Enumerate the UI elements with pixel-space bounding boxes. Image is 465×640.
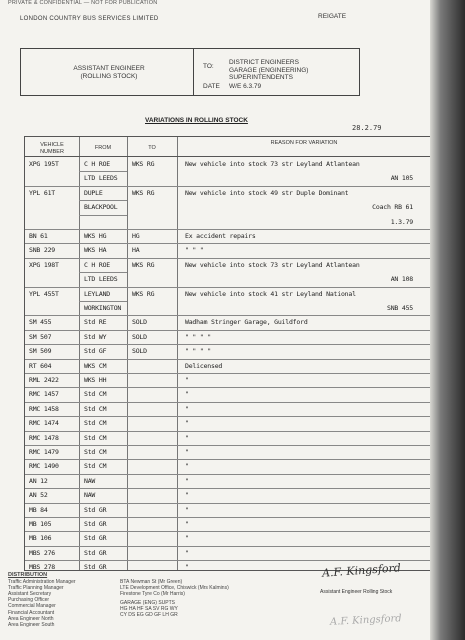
distribution-entry: HG HA HF SA SV RG WY: [120, 606, 178, 613]
cell-reason: Ex accident repairs: [185, 232, 256, 240]
cell-reason: New vehicle into stock 49 str Duple Dominant: [185, 188, 349, 197]
table-row: [25, 215, 431, 230]
table-row: [25, 171, 431, 186]
cell-reason-continued: AN 108: [390, 275, 413, 284]
distribution-entry: Commercial Manager: [8, 603, 56, 610]
cell-reason: New vehicle into stock 73 str Leyland Atlantean: [185, 260, 360, 269]
cell-from: C H ROE: [84, 260, 110, 269]
header-vehicle-line2: NUMBER: [40, 148, 64, 155]
memo-header-box: [20, 48, 360, 96]
header-reason: REASON FOR VARIATION: [270, 140, 338, 146]
cell-from: LEYLAND: [84, 289, 110, 298]
cell-reason: ": [185, 376, 189, 384]
cell-from: C H ROE: [84, 160, 110, 168]
cell-to: SOLD: [132, 332, 147, 341]
cell-to: WKS RG: [132, 188, 155, 197]
cell-from: BLACKPOOL: [84, 203, 118, 212]
distribution-entry: Purchasing Officer: [8, 597, 50, 604]
distribution-entry: Area Engineer South: [8, 621, 55, 628]
table-row: [25, 531, 431, 546]
cell-vehicle-number: RMC 1474: [29, 419, 59, 428]
memo-date-label: DATE: [203, 83, 220, 90]
distribution-entry: Area Engineer North: [8, 615, 54, 622]
table-row: [25, 330, 431, 345]
table-row: [25, 373, 431, 388]
cell-vehicle-number: MB 84: [29, 505, 48, 514]
table-row: [25, 287, 431, 302]
company-name: LONDON COUNTRY BUS SERVICES LIMITED: [20, 16, 159, 22]
cell-vehicle-number: BN 61: [29, 232, 48, 240]
distribution-middle: [120, 579, 229, 619]
cell-from: Std GR: [84, 563, 107, 571]
table-row: [25, 315, 431, 330]
cell-from: NAW: [84, 476, 96, 485]
cell-vehicle-number: RMC 1478: [29, 433, 59, 442]
cell-reason: " " " ": [185, 347, 211, 356]
cell-reason: ": [185, 433, 189, 442]
cell-reason: ": [185, 476, 189, 485]
cell-reason: " " ": [185, 246, 204, 255]
cell-vehicle-number: RMC 1458: [29, 404, 59, 413]
cell-vehicle-number: YPL 455T: [29, 289, 59, 298]
cell-vehicle-number: MBS 276: [29, 548, 55, 557]
confidential-banner: PRIVATE & CONFIDENTIAL — NOT FOR PUBLICATION: [8, 0, 158, 6]
cell-reason-continued: 1.3.79: [390, 217, 413, 226]
cell-from: WKS HA: [84, 246, 107, 255]
table-row: [25, 359, 431, 374]
cell-from: NAW: [84, 491, 96, 500]
signature-bleed-through: A.F. Kingsford: [329, 613, 402, 628]
table-row: [25, 243, 431, 258]
cell-vehicle-number: YPL 61T: [29, 188, 55, 197]
signature-title: Assistant Engineer Rolling Stock: [320, 589, 393, 595]
table-row: [25, 229, 431, 244]
cell-to: HA: [132, 246, 140, 255]
cell-from: WORKINGTON: [84, 304, 122, 312]
cell-to: SOLD: [132, 318, 147, 327]
cell-vehicle-number: RML 2422: [29, 376, 59, 384]
table-row: [25, 431, 431, 446]
cell-from: DUPLE: [84, 188, 103, 197]
cell-from: Std CM: [84, 462, 107, 471]
memo-from: [39, 65, 179, 80]
distribution-list: [8, 572, 76, 628]
table-row: [25, 387, 431, 402]
cell-from: WKS HG: [84, 232, 107, 240]
cell-vehicle-number: SNB 229: [29, 246, 55, 255]
scan-edge-shadow: [430, 0, 465, 640]
cell-reason: Delicensed: [185, 361, 223, 370]
cell-vehicle-number: MB 105: [29, 520, 52, 528]
cell-reason: ": [185, 404, 189, 413]
cell-vehicle-number: XPG 195T: [29, 160, 59, 168]
cell-vehicle-number: RMC 1479: [29, 448, 59, 456]
cell-reason: ": [185, 390, 189, 399]
cell-from: Std GR: [84, 534, 107, 543]
table-row: [25, 272, 431, 287]
memo-divider: [193, 49, 194, 95]
table-row: [25, 503, 431, 518]
table-row: [25, 416, 431, 431]
cell-from: Std CM: [84, 448, 107, 456]
table-row: [25, 301, 431, 316]
cell-vehicle-number: SM 509: [29, 347, 52, 356]
table-row: [25, 488, 431, 503]
memo-to-label: TO:: [203, 63, 214, 70]
distribution-entry: BTA Newman St (Mr Green): [120, 579, 183, 585]
memo-from-line1: ASSISTANT ENGINEER: [73, 65, 145, 72]
signature: A.F. Kingsford: [321, 561, 402, 580]
cell-vehicle-number: AN 52: [29, 491, 48, 500]
distribution-entry: Assistant Secretary: [8, 591, 52, 598]
cell-from: WKS CM: [84, 361, 107, 370]
distribution-title: DISTRIBUTION: [8, 572, 48, 578]
table-row: [25, 546, 431, 561]
cell-reason: Wadham Stringer Garage, Guildford: [185, 318, 308, 327]
cell-reason: ": [185, 419, 189, 428]
distribution-entry: Financial Accountant: [8, 609, 55, 616]
memo-to-recipients: [229, 59, 308, 82]
cell-reason: ": [185, 491, 189, 500]
cell-from: Std GR: [84, 520, 107, 528]
distribution-entry: Traffic Administration Manager: [8, 579, 76, 586]
distribution-left: [8, 579, 76, 628]
header-from: FROM: [94, 145, 112, 151]
cell-from: Std GR: [84, 505, 107, 514]
cell-vehicle-number: RMC 1490: [29, 462, 59, 471]
memo-from-line2: (ROLLING STOCK): [80, 72, 138, 80]
memo-date-value: W/E 6.3.79: [229, 83, 262, 90]
table-row: [25, 186, 431, 201]
cell-to: WKS RG: [132, 289, 155, 298]
document-date: 28.2.79: [352, 124, 382, 132]
cell-from: Std CM: [84, 433, 107, 442]
cell-to: SOLD: [132, 347, 147, 356]
cell-reason: ": [185, 563, 189, 571]
cell-reason: ": [185, 534, 189, 543]
table-row: [25, 474, 431, 489]
cell-from: Std CM: [84, 404, 107, 413]
table-row: [25, 459, 431, 474]
distribution-entry: CY DS EG GD GF LH GR: [120, 612, 178, 619]
cell-from: LTD LEEDS: [84, 174, 118, 183]
table-row: [25, 344, 431, 359]
cell-reason: ": [185, 548, 189, 557]
cell-reason: ": [185, 505, 189, 514]
memo-to-line3: SUPERINTENDENTS: [229, 74, 293, 81]
cell-reason: ": [185, 448, 189, 456]
cell-reason: " " " ": [185, 332, 211, 341]
document-title: VARIATIONS IN ROLLING STOCK: [145, 117, 248, 124]
table-row: [25, 200, 431, 215]
cell-reason: ": [185, 462, 189, 471]
distribution-entry: Firestone Tyre Co (Mr Harris): [120, 591, 185, 598]
cell-vehicle-number: XPG 198T: [29, 260, 59, 269]
cell-reason: New vehicle into stock 41 str Leyland National: [185, 289, 356, 298]
distribution-entry: LTE Development Office, Chiswick (Mrs Kalmins): [120, 585, 229, 592]
cell-from: Std GR: [84, 548, 107, 557]
cell-from: Std RE: [84, 318, 107, 327]
cell-vehicle-number: RT 604: [29, 361, 52, 370]
cell-reason-continued: AN 105: [390, 174, 413, 183]
office-location: REIGATE: [318, 13, 347, 20]
cell-vehicle-number: SM 455: [29, 318, 52, 327]
header-vehicle-line1: VEHICLE: [40, 142, 64, 148]
cell-from: LTD LEEDS: [84, 275, 118, 284]
cell-reason-continued: Coach RB 61: [372, 203, 413, 212]
memo-to-line2: GARAGE (ENGINEERING): [229, 66, 309, 74]
variations-table: [24, 136, 432, 571]
cell-to: WKS RG: [132, 260, 155, 269]
cell-reason: ": [185, 520, 189, 528]
table-row: [25, 445, 431, 460]
cell-vehicle-number: SM 507: [29, 332, 52, 341]
distribution-entry: GARAGE (ENG) SUPTS: [120, 600, 176, 607]
cell-reason-continued: SNB 455: [387, 304, 413, 312]
cell-from: Std GF: [84, 347, 107, 356]
cell-to: WKS RG: [132, 160, 155, 168]
cell-reason: New vehicle into stock 73 str Leyland Atlantean: [185, 160, 360, 168]
cell-from: Std CM: [84, 390, 107, 399]
cell-from: Std CM: [84, 419, 107, 428]
cell-from: WKS HH: [84, 376, 107, 384]
header-to: TO: [148, 145, 156, 151]
table-row: [25, 157, 431, 172]
table-row: [25, 258, 431, 273]
cell-to: HG: [132, 232, 140, 240]
cell-vehicle-number: RMC 1457: [29, 390, 59, 399]
cell-vehicle-number: AN 12: [29, 476, 48, 485]
distribution-entry: Traffic Planning Manager: [8, 585, 64, 592]
cell-vehicle-number: MB 106: [29, 534, 52, 543]
cell-from: Std WY: [84, 332, 107, 341]
cell-vehicle-number: MBS 278: [29, 563, 55, 571]
table-row: [25, 402, 431, 417]
memo-to-line1: DISTRICT ENGINEERS: [229, 59, 299, 66]
table-row: [25, 517, 431, 532]
